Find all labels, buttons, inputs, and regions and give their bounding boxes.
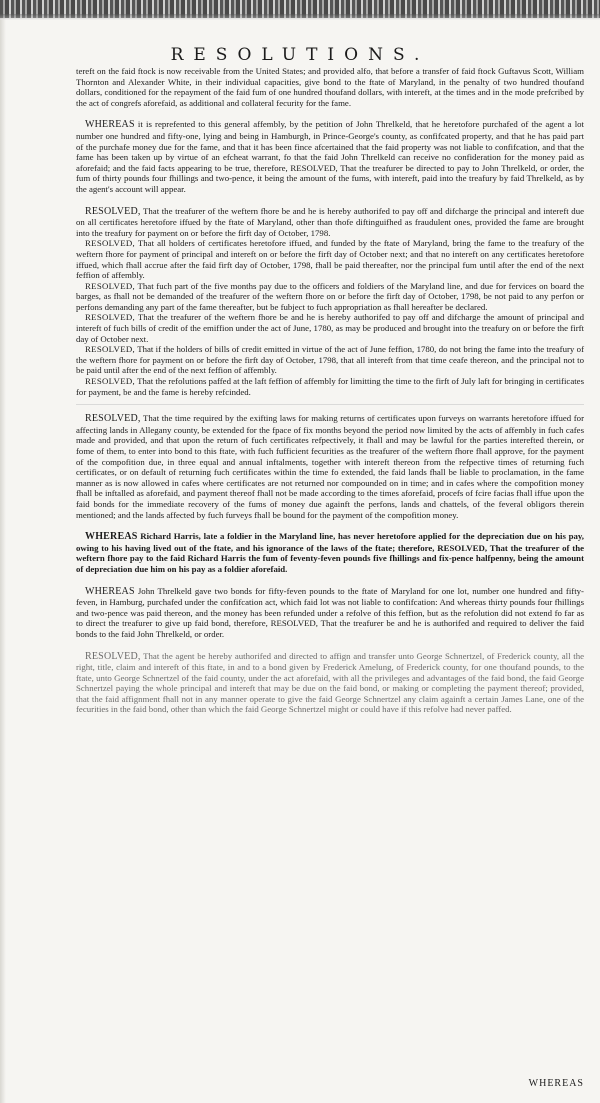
paragraph-lead: WHEREAS bbox=[85, 585, 135, 597]
paragraph-lead: RESOLVED, bbox=[85, 205, 141, 217]
paragraph-continuation bbox=[76, 66, 584, 108]
paragraph-text: That the refolutions paffed at the laft feffion of affembly for limitting the time to the firft of July laft for bringing in certificates for payment, be and the fame is hereby refcinded. bbox=[76, 376, 584, 397]
page-edge bbox=[0, 0, 6, 1103]
resolution-paragraph bbox=[76, 206, 584, 239]
paragraph-lead: RESOLVED, bbox=[85, 238, 136, 249]
paragraph-lead: RESOLVED, bbox=[85, 312, 136, 323]
resolution-paragraph bbox=[76, 312, 584, 344]
paragraph-text: That if the holders of bills of credit emitted in virtue of the act of June feffion, 1780, do not bring the fame into the treafury of the weftern fhore for payment on or before the firft day of October, 1798, that all intereft from that time ceafe thereon, and the principal not to be paid until after the end of the next feffion of affembly. bbox=[76, 344, 584, 376]
paragraph-text: That the time required by the exifting laws for making returns of certificates upon furveys on warrants heretofore iffued for affecting lands in Allegany county, be extended for the fpace of fix months beyond the period now limited by the acts of affembly in fuch cafes made and provided, and that upon the return of fuch certificates refpectively, it fhall and may be lawful for the parties interefted therein, or fome of them, to enter into bond to this ftate, with fuch fufficient fecurities as the treafurer of the weftern fhore fhall approve, for the payment of the compofition due, in three equal and annual inftalments, together with intereft thereon from the refpective times of returning fuch certificates, or on default of returning fuch certificates within the time fo extended, the faid lands fhall be liable to proclamation, in the fame manner as is now allowed in cafes where certificates are not returned nor compounded on in time; and in cafes where the compofition money fhall be inftalled as aforefaid, and payment thereof fhall not be made according to the times aforefaid, procefs of fcire facias fhall iffue upon the faid bonds for the immediate recovery of the fums of money due againft the perfons, lands and chattels, of the feveral obligors therein mentioned; and the lands affected by fuch furveys fhall be bound for the payment of the compofition money. bbox=[76, 413, 584, 520]
resolution-paragraph bbox=[76, 413, 584, 520]
paragraph-text: That the agent be hereby authorifed and directed to affign and transfer unto George Schnertzel, of Frederick county, all the right, title, claim and intereft of this ftate, in and to a bond given by Frederick Amelung, of Frederick county, for one thoufand pounds, to the ftate, unto George Schnertzel of the faid county, under the act aforefaid, with all the privileges and advantages of the faid bond, the faid George Schnertzel paying the whole principal and intereft that may be due on the faid bond, or making or completing the payment thereof; provided, that the faid affignment fhall not in any manner operate to give the faid George Schnertzel any claim againft a certain James Lane, one of the fecurities in the faid bond, other than which the faid George Schnertzel might or could have if this refolve had never paffed. bbox=[76, 650, 584, 715]
paragraph-text: That the treafurer of the weftern fhore be and he is hereby authorifed to pay off and difcharge the amount of principal and intereft of fuch bills of credit of the emiffion under the act of June, 1780, as may be produced and brought into the treafury on or before the firft day of October next. bbox=[76, 312, 584, 344]
decorative-border-shadow bbox=[0, 14, 600, 20]
paragraph-text: That the treafurer of the weftern fhore be and he is hereby authorifed to pay off and difcharge the principal and intereft due on all certificates heretofore iffued by the ftate of Maryland, other than thofe diftinguifhed as fraudulent ones, provided the fame are brought into the treafury for payment on or before the firft day of October, 1798. bbox=[76, 205, 584, 238]
resolution-paragraph bbox=[76, 376, 584, 397]
paragraph-text: tereft on the faid ftock is now receivable from the United States; and provided alfo, that before a transfer of faid ftock Guftavus Scott, William Thornton and Alexander White, in their individual capacities, give bond to the ftate of Maryland, in the penalty of two hundred thoufand dollars, conditioned for the repayment of the faid fum of one hundred thoufand dollars, with intereft, at the times and in the mode prefcribed by the act of congrefs aforefaid, as additional and collateral fecurity for the fame. bbox=[76, 66, 584, 108]
paragraph-lead: RESOLVED, bbox=[85, 344, 136, 355]
paragraph-text: it is reprefented to this general affembly, by the petition of John Threlkeld, that he heretofore purchafed of the agent a lot number one hundred and fifty-one, lying and being in Hamburgh, in Prince-George's county, as confifcated property, and that he has paid part of the purchafe money due for the fame, and that it has been fince afcertained that the faid property was not liable to confifcation, and that the fame has been taken up by virtue of an efcheat warrant, fo that the faid John Threlkeld can receive no confideration for the money paid as aforefaid; and the faid facts appearing to be true, therefore, RESOLVED, That the treafurer be directed to pay to John Threlkeld, or order, the fum of thirty pounds four fhillings and two-pence, it being the amount of the fums, with intereft, paid into the treafury by faid Threlkeld, as by the agent's account will appear. bbox=[76, 119, 584, 194]
paragraph-lead: WHEREAS bbox=[85, 119, 135, 131]
paragraph-lead: RESOLVED, bbox=[85, 413, 141, 425]
resolution-paragraph bbox=[76, 119, 584, 194]
paragraph-text: That fuch part of the five months pay due to the officers and foldiers of the Maryland line, and due for fervices on board the barges, as fhall not be demanded of the treafurer of the weftern fhore on or before the firft day of October, 1798, be not paid to any perfon or perfons demanding any part of the fame thereafter, but be fubject to fuch appropriation as fhall hereafter be declared. bbox=[76, 280, 584, 312]
document-body bbox=[76, 66, 584, 715]
paragraph-lead: RESOLVED, bbox=[85, 376, 136, 387]
catchword: WHEREAS bbox=[528, 1078, 584, 1089]
paragraph-lead: RESOLVED, bbox=[85, 650, 141, 662]
resolution-paragraph bbox=[76, 344, 584, 376]
section-divider bbox=[76, 404, 584, 405]
resolution-paragraph bbox=[76, 238, 584, 280]
resolution-paragraph bbox=[76, 531, 584, 574]
page-title: RESOLUTIONS. bbox=[170, 45, 430, 66]
paragraph-text: Richard Harris, late a foldier in the Maryland line, has never heretofore applied for the depreciation due on his pay, owing to his having lived out of the ftate, and his ignorance of the laws of the ftate; therefore, RESOLVED, That the treafurer of the weftern fhore pay to the faid Richard Harris the fum of feventy-feven pounds five fhillings and fix-pence halfpenny, being the amount of depreciation due him on his pay as a foldier aforefaid. bbox=[76, 531, 584, 574]
resolution-paragraph bbox=[76, 651, 584, 716]
resolution-paragraph bbox=[76, 281, 584, 313]
paragraph-lead: RESOLVED, bbox=[85, 280, 136, 291]
paragraph-text: That all holders of certificates heretofore iffued, and funded by the ftate of Maryland, bring the fame to the treafury of the weftern fhore for payment of principal and intereft on or before the firft day of October next; and that no intereft on any certificates heretofore iffued, which fhall accrue after the faid firft day of October, 1798, fhall be paid thereafter, nor the principal fum until after the end of the next feffion of affembly. bbox=[76, 238, 584, 281]
paragraph-text: John Threlkeld gave two bonds for fifty-feven pounds to the ftate of Maryland for one lot, number one hundred and fifty-feven, in Hamburg, purchafed under the confifcation act, which faid lot was not liable to confifcation: And whereas thirty pounds four fhillings and two-pence was paid thereon, and the money has been refunded under a refolve of this feffion, but as the refolution did not extend fo far as to direct the treafurer to give up faid bond, therefore, RESOLVED, That the treafurer be and he is authorifed and required to deliver the faid bonds to the faid John Threlkeld, or order. bbox=[76, 585, 584, 639]
resolution-paragraph bbox=[76, 586, 584, 640]
paragraph-lead: WHEREAS bbox=[85, 531, 138, 543]
